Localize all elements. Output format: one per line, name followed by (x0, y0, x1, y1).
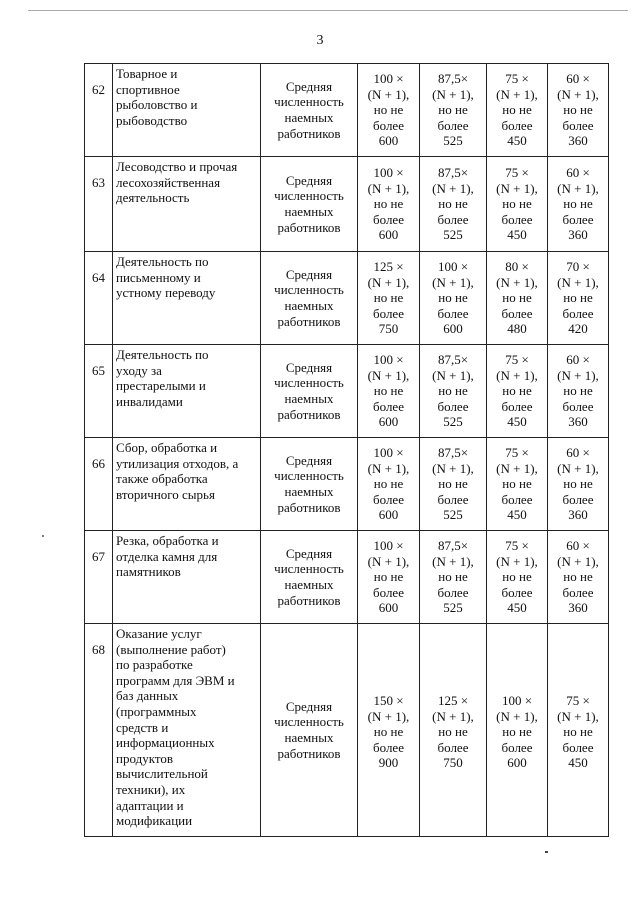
value-cell: 100 × (N + 1), но не более 600 (358, 345, 420, 438)
scan-speck (545, 851, 548, 853)
table-row (85, 624, 609, 837)
table-row (85, 157, 609, 252)
activity-name: Резка, обработка и отделка камня для памятников (113, 531, 261, 624)
table-row (85, 531, 609, 624)
value-cell: 60 × (N + 1), но не более 360 (548, 345, 609, 438)
value-cell: 125 × (N + 1), но не более 750 (358, 252, 420, 345)
activity-name: Оказание услуг (выполнение работ) по разработке программ для ЭВМ и баз данных (программных средств и информационных продуктов вычислительной техники), их адаптации и модификации (113, 624, 261, 837)
row-number: 65 (85, 345, 113, 438)
value-cell: 70 × (N + 1), но не более 420 (548, 252, 609, 345)
value-cell: 100 × (N + 1), но не более 600 (358, 157, 420, 252)
value-cell: 100 × (N + 1), но не более 600 (420, 252, 487, 345)
value-cell: 60 × (N + 1), но не более 360 (548, 157, 609, 252)
table-row (85, 345, 609, 438)
row-number: 66 (85, 438, 113, 531)
row-number: 68 (85, 624, 113, 837)
activity-name: Деятельность по уходу за престарелыми и инвалидами (113, 345, 261, 438)
value-cell: 87,5× (N + 1), но не более 525 (420, 157, 487, 252)
value-cell: 100 × (N + 1), но не более 600 (358, 64, 420, 157)
indicator: Средняя численность наемных работников (261, 157, 358, 252)
indicator: Средняя численность наемных работников (261, 252, 358, 345)
value-cell: 60 × (N + 1), но не более 360 (548, 438, 609, 531)
value-cell: 125 × (N + 1), но не более 750 (420, 624, 487, 837)
value-cell: 60 × (N + 1), но не более 360 (548, 531, 609, 624)
value-cell: 87,5× (N + 1), но не более 525 (420, 345, 487, 438)
table-row (85, 64, 609, 157)
indicator: Средняя численность наемных работников (261, 624, 358, 837)
value-cell: 87,5× (N + 1), но не более 525 (420, 438, 487, 531)
indicator: Средняя численность наемных работников (261, 345, 358, 438)
value-cell: 75 × (N + 1), но не более 450 (548, 624, 609, 837)
value-cell: 75 × (N + 1), но не более 450 (487, 157, 548, 252)
value-cell: 100 × (N + 1), но не более 600 (487, 624, 548, 837)
value-cell: 80 × (N + 1), но не более 480 (487, 252, 548, 345)
table-row (85, 438, 609, 531)
value-cell: 75 × (N + 1), но не более 450 (487, 64, 548, 157)
rates-table (84, 63, 609, 837)
indicator: Средняя численность наемных работников (261, 438, 358, 531)
value-cell: 75 × (N + 1), но не более 450 (487, 345, 548, 438)
activity-name: Деятельность по письменному и устному переводу (113, 252, 261, 345)
activity-name: Лесоводство и прочая лесохозяйственная деятельность (113, 157, 261, 252)
activity-name: Товарное и спортивное рыболовство и рыбоводство (113, 64, 261, 157)
value-cell: 75 × (N + 1), но не более 450 (487, 438, 548, 531)
row-number: 67 (85, 531, 113, 624)
indicator: Средняя численность наемных работников (261, 531, 358, 624)
row-number: 64 (85, 252, 113, 345)
scan-speck (42, 535, 44, 537)
row-number: 63 (85, 157, 113, 252)
table-row (85, 252, 609, 345)
value-cell: 60 × (N + 1), но не более 360 (548, 64, 609, 157)
activity-name: Сбор, обработка и утилизация отходов, а также обработка вторичного сырья (113, 438, 261, 531)
indicator: Средняя численность наемных работников (261, 64, 358, 157)
row-number: 62 (85, 64, 113, 157)
page-top-edge (28, 10, 628, 11)
value-cell: 100 × (N + 1), но не более 600 (358, 438, 420, 531)
value-cell: 100 × (N + 1), но не более 600 (358, 531, 420, 624)
page-number: 3 (316, 33, 324, 48)
value-cell: 75 × (N + 1), но не более 450 (487, 531, 548, 624)
value-cell: 150 × (N + 1), но не более 900 (358, 624, 420, 837)
value-cell: 87,5× (N + 1), но не более 525 (420, 531, 487, 624)
value-cell: 87,5× (N + 1), но не более 525 (420, 64, 487, 157)
